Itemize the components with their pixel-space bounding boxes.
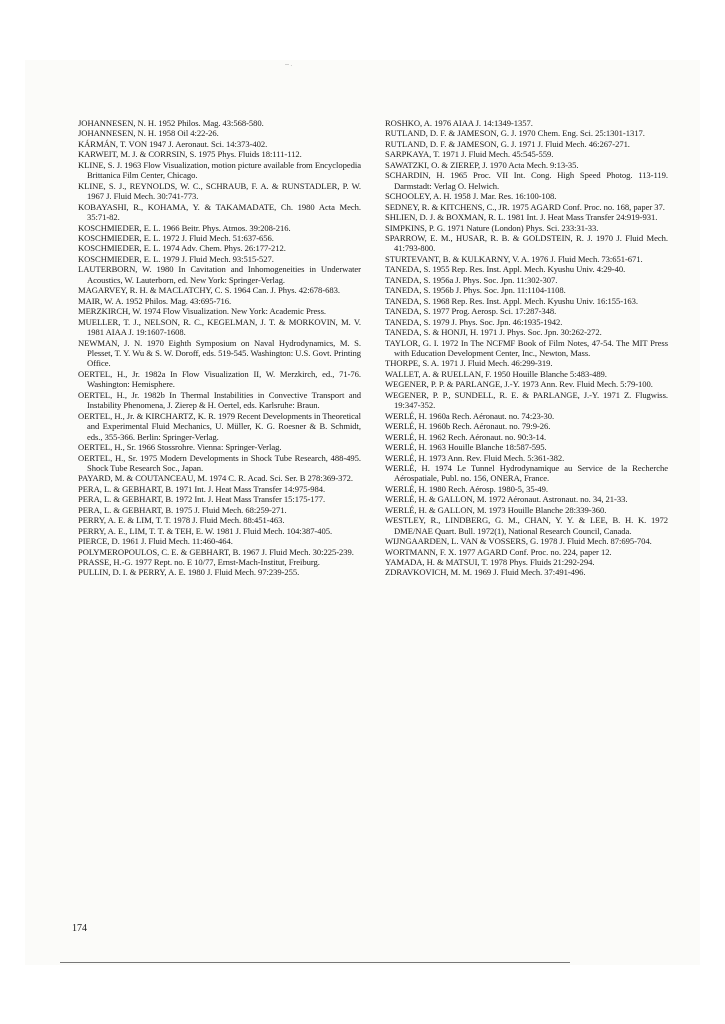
reference-entry: WALLET, A. & RUELLAN, F. 1950 Houille Blanche 5:483-489. [385,368,607,379]
references-left-column [78,118,361,578]
reference-entry: SAWATZKI, O. & ZIEREP, J. 1970 Acta Mech. 9:13-35. [385,159,579,170]
reference-entry: KÁRMÁN, T. VON 1947 J. Aeronaut. Sci. 14:373-402. [78,138,268,149]
reference-entry: JOHANNESEN, N. H. 1958 Oil 4:22-26. [78,128,219,139]
reference-entry: LAUTERBORN, W. 1980 In Cavitation and Inhomogeneities in Underwater Acoustics, W. Lauterborn, ed. New York: Springer-Verlag. [78,264,361,285]
reference-entry: KOBAYASHI, R., KOHAMA, Y. & TAKAMADATE, Ch. 1980 Acta Mech. 35:71-82. [78,201,361,223]
reference-entry: WERLÉ, H. 1962 Rech. Aéronaut. no. 90:3-14. [385,431,547,442]
reference-entry: RUTLAND, D. F. & JAMESON, G. J. 1971 J. Fluid Mech. 46:267-271. [385,138,630,149]
reference-entry: TANEDA, S. 1977 Prog. Aerosp. Sci. 17:287-348. [385,306,557,317]
reference-entry: MUELLER, T. J., NELSON, R. C., KEGELMAN, J. T. & MORKOVIN, M. V. 1981 AIAA J. 19:1607-1608. [78,316,361,338]
reference-entry: TANEDA, S. 1955 Rep. Res. Inst. Appl. Mech. Kyushu Univ. 4:29-40. [385,264,626,275]
reference-entry: PERA, L. & GEBHART, B. 1971 Int. J. Heat Mass Transfer 14:975-984. [78,483,326,494]
reference-entry: OERTEL, H., Sr. 1975 Modern Developments in Shock Tube Research, 488-495. Shock Tube Research Soc., Japan. [78,452,361,473]
reference-entry: PULLIN, D. I. & PERRY, A. E. 1980 J. Fluid Mech. 97:239-255. [78,567,300,578]
reference-entry: WEGENER, P. P. & PARLANGE, J.-Y. 1973 Ann. Rev. Fluid Mech. 5:79-100. [385,379,653,390]
reference-entry: ROSHKO, A. 1976 AIAA J. 14:1349-1357. [385,118,533,128]
reference-entry: TANEDA, S. 1979 J. Phys. Soc. Jpn. 46:1935-1942. [385,316,563,327]
reference-entry: OERTEL, H., Jr. 1982a In Flow Visualization II, W. Merzkirch, ed., 71-76. Washington: Hemisphere. [78,368,361,390]
reference-entry: KOSCHMIEDER, E. L. 1966 Beitr. Phys. Atmos. 39:208-216. [78,222,291,233]
reference-entry: SCHOOLEY, A. H. 1958 J. Mar. Res. 16:100-108. [385,191,557,202]
reference-entry: MAIR, W. A. 1952 Philos. Mag. 43:695-716. [78,295,232,306]
reference-entry: TANEDA, S. 1956b J. Phys. Soc. Jpn. 11:1104-1108. [385,285,566,296]
reference-entry: OERTEL, H., Sr. 1966 Stossrohre. Vienna: Springer-Verlag. [78,442,282,453]
reference-entry: PERA, L. & GEBHART, B. 1972 Int. J. Heat Mass Transfer 15:175-177. [78,494,326,505]
reference-entry: TANEDA, S. & HONJI, H. 1971 J. Phys. Soc. Jpn. 30:262-272. [385,327,602,338]
reference-entry: SHLIEN, D. J. & BOXMAN, R. L. 1981 Int. J. Heat Mass Transfer 24:919-931. [385,212,658,223]
reference-entry: PIERCE, D. 1961 J. Fluid Mech. 11:460-464. [78,536,233,547]
reference-entry: KLINE, S. J. 1963 Flow Visualization, motion picture available from Encyclopedia Brittanica Film Center, Chicago. [78,159,361,181]
reference-entry: WESTLEY, R., LINDBERG, G. M., CHAN, Y. Y. & LEE, B. H. K. 1972 DME/NAE Quart. Bull. 1972(1), National Research Council, Canada. [385,515,668,536]
reference-entry: ZDRAVKOVICH, M. M. 1969 J. Fluid Mech. 37:491-496. [385,567,586,578]
reference-entry: TANEDA, S. 1968 Rep. Res. Inst. Appl. Mech. Kyushu Univ. 16:155-163. [385,295,638,306]
reference-entry: YAMADA, H. & MATSUI, T. 1978 Phys. Fluids 21:292-294. [385,557,595,568]
reference-entry: KOSCHMIEDER, E. L. 1974 Adv. Chem. Phys. 26:177-212. [78,243,286,254]
reference-entry: THORPE, S. A. 1971 J. Fluid Mech. 46:299-319. [385,358,553,369]
reference-entry: NEWMAN, J. N. 1970 Eighth Symposium on Naval Hydrodynamics, M. S. Plesset, T. Y. Wu & S. W. Doroff, eds. 519-545. Washington: U.S. Govt. Printing Office. [78,337,361,369]
reference-entry: WERLÉ, H. 1963 Houille Blanche 18:587-595. [385,442,547,453]
bottom-rule [60,962,570,963]
reference-entry: MERZKIRCH, W. 1974 Flow Visualization. New York: Academic Press. [78,306,326,317]
reference-entry: WERLÉ, H. 1974 Le Tunnel Hydrodynamique au Service de la Recherche Aérospatiale, Publ. no. 156, ONERA, France. [385,462,668,484]
top-mark: -- . [285,62,292,68]
reference-entry: JOHANNESEN, N. H. 1952 Philos. Mag. 43:568-580. [78,118,264,128]
reference-entry: TAYLOR, G. I. 1972 In The NCFMF Book of Film Notes, 47-54. The MIT Press with Education Development Center, Inc., Newton, Mass. [385,337,668,358]
reference-entry: PRASSE, H.-G. 1977 Rept. no. E 10/77, Ernst-Mach-Institut, Freiburg. [78,557,320,568]
reference-entry: WEGENER, P. P., SUNDELL, R. E. & PARLANGE, J.-Y. 1971 Z. Flugwiss. 19:347-352. [385,389,668,411]
reference-entry: OERTEL, H., Jr. 1982b In Thermal Instabilities in Convective Transport and Instability Phenomena, J. Zierep & H. Oertel, eds. Karlsruhe: Braun. [78,389,361,411]
reference-entry: WERLÉ, H. & GALLON, M. 1973 Houille Blanche 28:339-360. [385,504,607,515]
reference-entry: WERLÉ, H. 1960a Rech. Aéronaut. no. 74:23-30. [385,410,555,421]
reference-entry: MAGARVEY, R. H. & MACLATCHY, C. S. 1964 Can. J. Phys. 42:678-683. [78,285,340,296]
reference-entry: KOSCHMIEDER, E. L. 1979 J. Fluid Mech. 93:515-527. [78,253,274,264]
page-number: 174 [72,923,87,934]
book-page [25,60,700,965]
reference-entry: PERRY, A. E., LIM, T. T. & TEH, E. W. 1981 J. Fluid Mech. 104:387-405. [78,525,333,536]
reference-entry: KOSCHMIEDER, E. L. 1972 J. Fluid Mech. 51:637-656. [78,232,274,243]
reference-entry: OERTEL, H., Jr. & KIRCHARTZ, K. R. 1979 Recent Developments in Theoretical and Experimental Fluid Mechanics, U. Müller, K. G. Roesner & B. Schmidt, eds., 355-366. Berlin: Springer-Verlag. [78,410,361,442]
reference-entry: PERA, L. & GEBHART, B. 1975 J. Fluid Mech. 68:259-271. [78,504,287,515]
reference-entry: STURTEVANT, B. & KULKARNY, V. A. 1976 J. Fluid Mech. 73:651-671. [385,253,643,264]
reference-entry: SEDNEY, R. & KITCHENS, C., JR. 1975 AGARD Conf. Proc. no. 168, paper 37. [385,201,665,212]
reference-entry: WERLÉ, H. 1980 Rech. Aérosp. 1980-5, 35-49. [385,483,549,494]
reference-entry: SARPKAYA, T. 1971 J. Fluid Mech. 45:545-559. [385,149,554,160]
reference-entry: WERLÉ, H. & GALLON, M. 1972 Aéronaut. Astronaut. no. 34, 21-33. [385,494,628,505]
reference-entry: KARWEIT, M. J. & CORRSIN, S. 1975 Phys. Fluids 18:111-112. [78,149,302,160]
reference-entry: TANEDA, S. 1956a J. Phys. Soc. Jpn. 11:302-307. [385,274,558,285]
reference-entry: PERRY, A. E. & LIM, T. T. 1978 J. Fluid Mech. 88:451-463. [78,515,285,526]
reference-entry: RUTLAND, D. F. & JAMESON, G. J. 1970 Chem. Eng. Sci. 25:1301-1317. [385,128,645,139]
reference-entry: KLINE, S. J., REYNOLDS, W. C., SCHRAUB, F. A. & RUNSTADLER, P. W. 1967 J. Fluid Mech. 30:741-773. [78,180,361,202]
references-right-column [385,118,668,578]
reference-entry: SPARROW, E. M., HUSAR, R. B. & GOLDSTEIN, R. J. 1970 J. Fluid Mech. 41:793-800. [385,232,668,254]
reference-entry: POLYMEROPOULOS, C. E. & GEBHART, B. 1967 J. Fluid Mech. 30:225-239. [78,546,354,557]
reference-entry: PAYARD, M. & COUTANCEAU, M. 1974 C. R. Acad. Sci. Ser. B 278:369-372. [78,473,354,484]
reference-entry: SIMPKINS, P. G. 1971 Nature (London) Phys. Sci. 233:31-33. [385,222,599,233]
reference-entry: WERLÉ, H. 1960b Rech. Aéronaut. no. 79:9-26. [385,421,551,432]
reference-entry: WIJNGAARDEN, L. VAN & VOSSERS, G. 1978 J. Fluid Mech. 87:695-704. [385,536,652,547]
reference-entry: WORTMANN, F. X. 1977 AGARD Conf. Proc. no. 224, paper 12. [385,546,612,557]
reference-entry: SCHARDIN, H. 1965 Proc. VII Int. Cong. High Speed Photog. 113-119. Darmstadt: Verlag O. Helwich. [385,170,668,191]
reference-entry: WERLÉ, H. 1973 Ann. Rev. Fluid Mech. 5:361-382. [385,452,565,463]
